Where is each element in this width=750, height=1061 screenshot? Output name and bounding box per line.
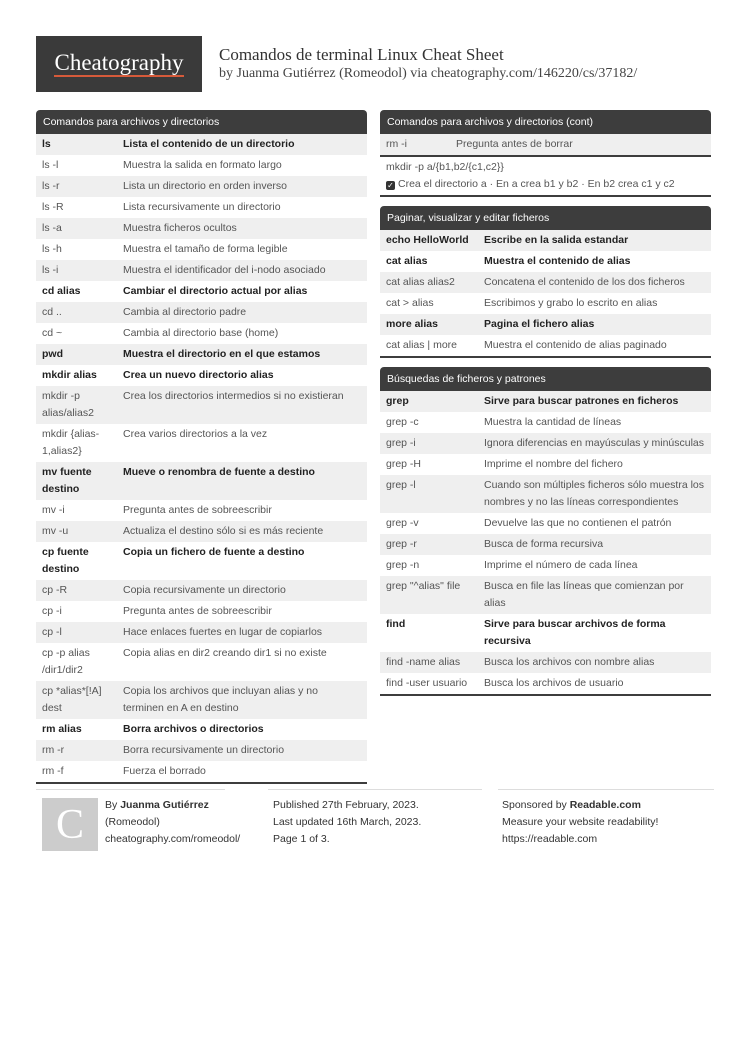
table-row <box>36 580 367 601</box>
description-cell: Imprime el número de cada línea <box>484 559 638 571</box>
table-row <box>36 761 367 782</box>
table-row <box>380 555 711 576</box>
description-cell: Mueve o renombra de fuente a destino <box>123 466 315 478</box>
table-row <box>36 155 367 176</box>
command-cell: ls -r <box>42 180 60 192</box>
section-title: Comandos para archivos y directorios (cont) <box>380 110 711 134</box>
table-row <box>380 230 711 251</box>
table-row <box>36 344 367 365</box>
description-cell: Escribe en la salida estandar <box>484 234 629 246</box>
command-cell: more alias <box>386 318 438 330</box>
description-cell: Actualiza el destino sólo si es más reciente <box>123 525 324 537</box>
table-row <box>36 622 367 643</box>
table-row <box>380 614 711 652</box>
description-cell: Muestra el contenido de alias <box>484 255 631 267</box>
command-cell: mkdir -p alias/alias2 <box>42 390 94 419</box>
section-files-cont <box>380 110 711 197</box>
description-cell: Crea un nuevo directorio alias <box>123 369 274 381</box>
command-cell: ls -a <box>42 222 62 234</box>
table-row <box>380 335 711 356</box>
command-cell: rm -r <box>42 744 65 756</box>
section-title: Búsquedas de ficheros y patrones <box>380 367 711 391</box>
description-cell: Lista el contenido de un directorio <box>123 138 295 150</box>
page-number: Page 1 of 3. <box>273 833 330 845</box>
description-cell: Ignora diferencias en mayúsculas y minúsculas <box>484 437 705 449</box>
description-cell: Muestra la cantidad de líneas <box>484 416 622 428</box>
description-cell: Busca de forma recursiva <box>484 538 604 550</box>
table-row <box>36 424 367 462</box>
table-row <box>36 521 367 542</box>
divider <box>36 789 225 790</box>
footer <box>36 789 714 855</box>
command-cell: grep -c <box>386 416 419 428</box>
table-row <box>36 462 367 500</box>
description-cell: Cambia al directorio base (home) <box>123 327 279 339</box>
command-cell: grep -l <box>386 479 416 491</box>
command-cell: pwd <box>42 348 63 360</box>
description-cell: Escribimos y grabo lo escrito en alias <box>484 297 658 309</box>
footer-dates <box>273 797 421 848</box>
description-cell: Sirve para buscar patrones en ficheros <box>484 395 679 407</box>
command-cell: find -name alias <box>386 656 461 668</box>
table-row <box>380 576 711 614</box>
command-cell: cp -R <box>42 584 68 596</box>
table-row <box>36 197 367 218</box>
table-row <box>36 260 367 281</box>
command-cell: cp fuente destino <box>42 546 89 575</box>
table-row <box>36 281 367 302</box>
updated-date: Last updated 16th March, 2023. <box>273 816 422 828</box>
description-cell: Borra recursivamente un directorio <box>123 744 285 756</box>
table-row <box>36 302 367 323</box>
description-cell: Muestra la salida en formato largo <box>123 159 282 171</box>
description-cell: Imprime el nombre del fichero <box>484 458 623 470</box>
table-row <box>380 652 711 673</box>
command-cell: ls <box>42 138 51 150</box>
table-row <box>36 740 367 761</box>
command-cell: cp -i <box>42 605 62 617</box>
mkdir-example <box>380 157 711 195</box>
table-row <box>380 513 711 534</box>
table-row <box>380 391 711 412</box>
mkdir-note: ✓ Crea el directorio a · En a crea b1 y b2 · En b2 crea c1 y c2 <box>387 178 675 190</box>
description-cell: Muestra el contenido de alias paginado <box>484 339 667 351</box>
footer-sponsor: Sponsored by Readable.com Measure your website readability! https://readable.com <box>502 797 658 848</box>
description-cell: Busca los archivos con nombre alias <box>484 656 655 668</box>
table-row <box>36 681 367 719</box>
section-title: Comandos para archivos y directorios <box>36 110 367 134</box>
divider <box>268 789 482 790</box>
command-cell: cp *alias*[!A] dest <box>42 685 102 714</box>
command-cell: cp -l <box>42 626 62 638</box>
command-cell: cat alias <box>386 255 428 267</box>
table-row <box>380 412 711 433</box>
table-row <box>380 314 711 335</box>
command-cell: ls -l <box>42 159 59 171</box>
description-cell: Lista recursivamente un directorio <box>123 201 281 213</box>
command-cell: mkdir {alias-1,alias2} <box>42 428 100 457</box>
description-cell: Cambiar el directorio actual por alias <box>123 285 308 297</box>
command-cell: echo HelloWorld <box>386 234 469 246</box>
byline: by Juanma Gutiérrez (Romeodol) via cheatography.com/146220/cs/37182/ <box>219 66 638 81</box>
table-row <box>380 475 711 513</box>
description-cell: Concatena el contenido de los dos ficheros <box>484 276 685 288</box>
table-row <box>380 134 711 155</box>
command-cell: cp -p alias /dir1/dir2 <box>42 647 90 676</box>
command-cell: grep -n <box>386 559 420 571</box>
command-cell: mv fuente destino <box>42 466 92 495</box>
description-cell: Copia alias en dir2 creando dir1 si no existe <box>123 647 327 659</box>
table-row <box>380 534 711 555</box>
table-row <box>380 272 711 293</box>
description-cell: Muestra el identificador del i-nodo asociado <box>123 264 326 276</box>
description-cell: Muestra el tamaño de forma legible <box>123 243 288 255</box>
command-cell: grep -v <box>386 517 419 529</box>
section-files <box>36 110 367 784</box>
author-handle: (Romeodol) <box>105 816 160 828</box>
command-cell: cd ~ <box>42 327 63 339</box>
table-row <box>36 134 367 155</box>
description-cell: Crea los directorios intermedios si no existieran <box>123 390 344 402</box>
command-cell: cd .. <box>42 306 62 318</box>
description-cell: Pregunta antes de borrar <box>456 138 573 150</box>
table-row <box>36 365 367 386</box>
description-cell: Copia los archivos que incluyan alias y no terminen en A en destino <box>123 685 318 714</box>
table-row <box>380 454 711 475</box>
command-cell: grep -r <box>386 538 417 550</box>
section-title: Paginar, visualizar y editar ficheros <box>380 206 711 230</box>
table-row <box>36 386 367 424</box>
divider <box>498 789 714 790</box>
description-cell: Devuelve las que no contienen el patrón <box>484 517 672 529</box>
description-cell: Copia recursivamente un directorio <box>123 584 286 596</box>
table-row <box>380 293 711 314</box>
published-date: Published 27th February, 2023. <box>273 799 419 811</box>
command-cell: mv -u <box>42 525 69 537</box>
command-cell: ls -h <box>42 243 62 255</box>
description-cell: Crea varios directorios a la vez <box>123 428 268 440</box>
description-cell: Copia un fichero de fuente a destino <box>123 546 305 558</box>
description-cell: Muestra ficheros ocultos <box>123 222 237 234</box>
table-row <box>36 239 367 260</box>
table-row <box>36 719 367 740</box>
command-cell: find <box>386 618 406 630</box>
description-cell: Fuerza el borrado <box>123 765 206 777</box>
section-search <box>380 367 711 696</box>
command-cell: grep "^alias" file <box>386 580 461 592</box>
sponsor-tagline: Measure your website readability! <box>502 816 659 828</box>
command-cell: cat alias | more <box>386 339 458 351</box>
author-name[interactable]: Juanma Gutiérrez <box>120 799 209 811</box>
description-cell: Pregunta antes de sobreescribir <box>123 504 272 516</box>
command-cell: grep <box>386 395 409 407</box>
command-cell: mv -i <box>42 504 65 516</box>
table-row <box>36 500 367 521</box>
command-cell: cd alias <box>42 285 81 297</box>
description-cell: Cambia al directorio padre <box>123 306 247 318</box>
page-title: Comandos de terminal Linux Cheat Sheet <box>219 45 504 64</box>
command-cell: ls -R <box>42 201 64 213</box>
description-cell: Cuando son múltiples ficheros sólo muestra los nombres y no las líneas correspondientes <box>484 479 705 508</box>
table-row <box>36 176 367 197</box>
mkdir-command: mkdir -p a/{b1,b2/{c1,c2}} <box>386 161 504 173</box>
sponsor-name[interactable]: Readable.com <box>569 799 641 811</box>
description-cell: Busca los archivos de usuario <box>484 677 624 689</box>
command-cell: ls -i <box>42 264 59 276</box>
description-cell: Borra archivos o directorios <box>123 723 264 735</box>
command-cell: grep -H <box>386 458 422 470</box>
description-cell: Sirve para buscar archivos de forma recursiva <box>484 618 666 647</box>
table-row <box>36 542 367 580</box>
table-row <box>36 643 367 681</box>
description-cell: Pagina el fichero alias <box>484 318 595 330</box>
description-cell: Muestra el directorio en el que estamos <box>123 348 321 360</box>
table-row <box>380 251 711 272</box>
command-cell: cat alias alias2 <box>386 276 455 288</box>
command-cell: rm alias <box>42 723 82 735</box>
section-paginate <box>380 206 711 358</box>
description-cell: Busca en file las líneas que comienzan por alias <box>484 580 684 609</box>
cheatography-logo[interactable] <box>36 36 202 92</box>
logo-text: Cheatography <box>54 50 184 75</box>
table-row <box>380 673 711 694</box>
command-cell: rm -f <box>42 765 64 777</box>
command-cell: cat > alias <box>386 297 434 309</box>
description-cell: Hace enlaces fuertes en lugar de copiarlos <box>123 626 323 638</box>
checkbox-icon: ✓ <box>387 181 394 190</box>
description-cell: Pregunta antes de sobreescribir <box>123 605 272 617</box>
table-row <box>36 323 367 344</box>
command-cell: find -user usuario <box>386 677 468 689</box>
table-row <box>380 433 711 454</box>
avatar: C <box>42 798 98 851</box>
author-link[interactable]: cheatography.com/romeodol/ <box>105 833 241 845</box>
table-row <box>36 218 367 239</box>
table-row <box>36 601 367 622</box>
command-cell: mkdir alias <box>42 369 97 381</box>
command-cell: grep -i <box>386 437 416 449</box>
description-cell: Lista un directorio en orden inverso <box>123 180 288 192</box>
command-cell: rm -i <box>386 138 407 150</box>
sponsor-link[interactable]: https://readable.com <box>502 833 598 845</box>
footer-author: By Juanma Gutiérrez (Romeodol) cheatography.com/romeodol/ <box>105 797 240 848</box>
